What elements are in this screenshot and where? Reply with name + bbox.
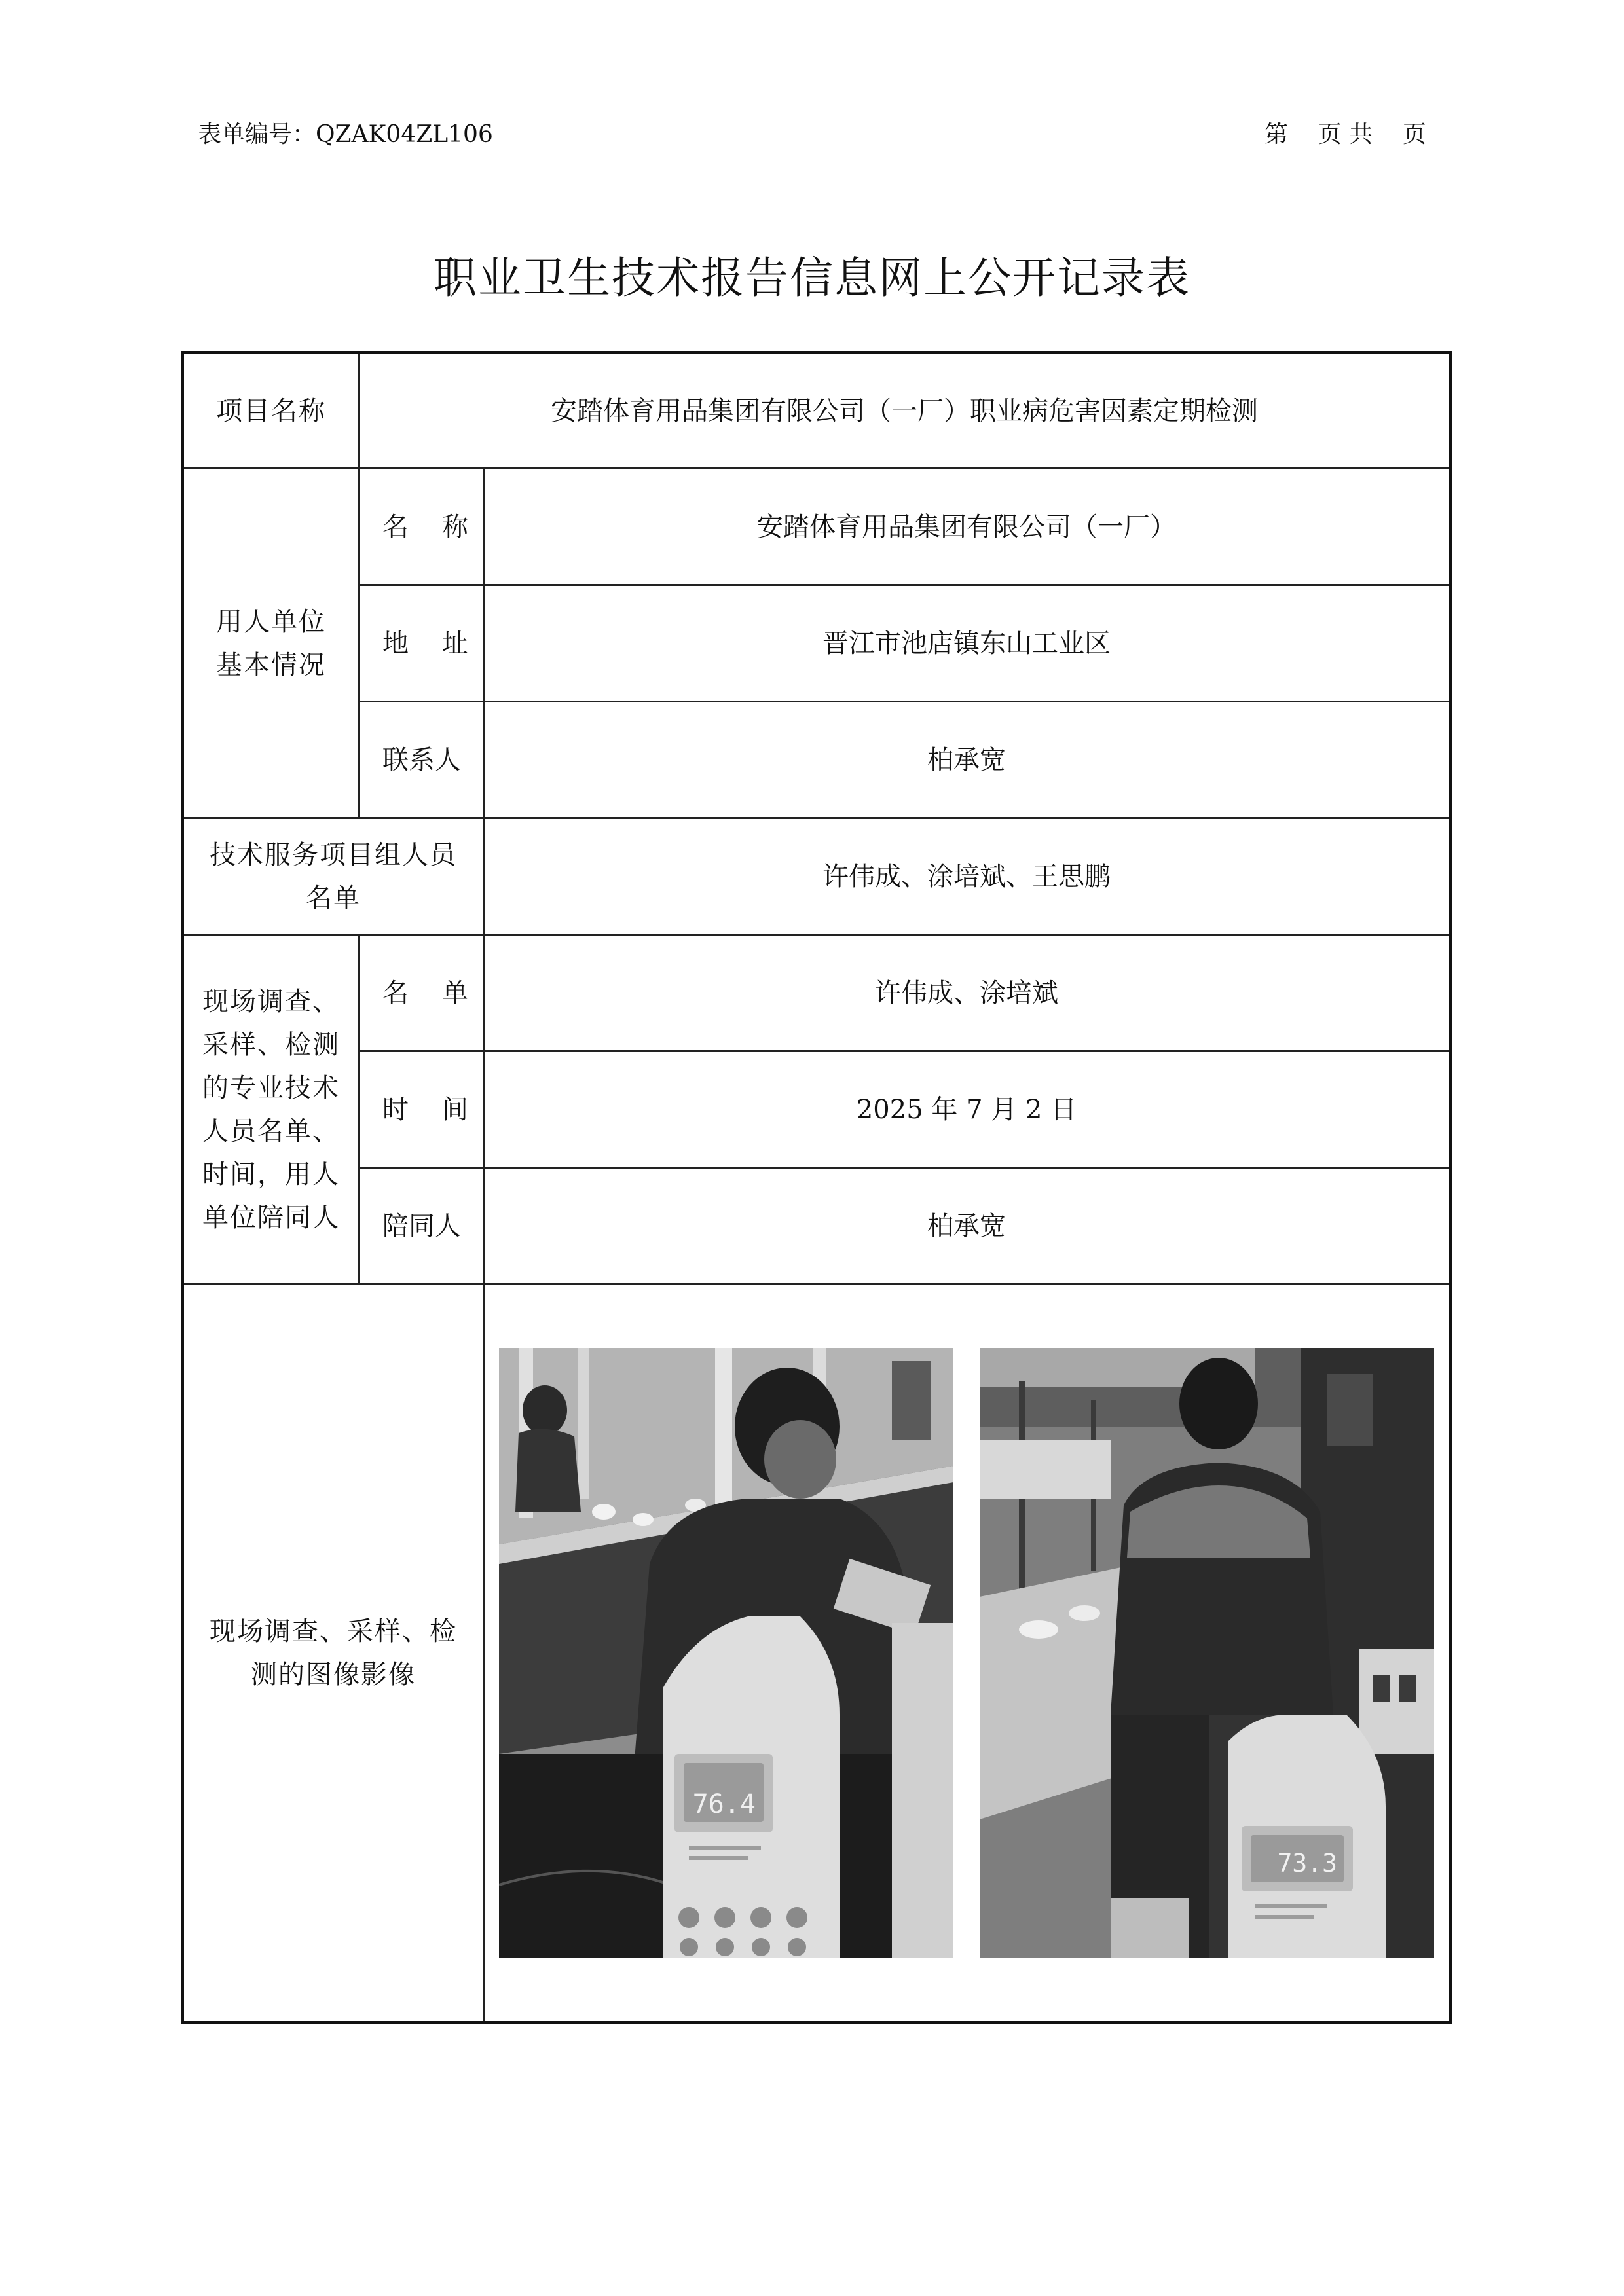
site-staff-label-line5: 时间，用人: [202, 1159, 340, 1190]
site-images-label: [183, 1285, 484, 2023]
employer-address-value: 晋江市池店镇东山工业区: [484, 585, 1450, 702]
meter-reading-2: 73.3: [1277, 1849, 1337, 1878]
employer-info-label: [183, 469, 360, 818]
site-photo-1: [499, 1348, 953, 1958]
meter-reading-1: 76.4: [692, 1789, 756, 1819]
site-staff-label-line1: 现场调查、: [202, 986, 340, 1017]
row-employer-name: [183, 469, 1450, 585]
team-members-value: 许伟成、涂培斌、王思鹏: [484, 818, 1450, 935]
row-team: [183, 818, 1450, 935]
site-escort-label: 陪同人: [360, 1168, 484, 1285]
row-employer-contact: [183, 702, 1450, 818]
team-members-label-line1: 技术服务项目组人员: [210, 839, 457, 870]
site-staff-label: [183, 935, 360, 1285]
site-staff-label-line3: 的专业技术: [202, 1072, 340, 1103]
site-photo-2: [980, 1348, 1434, 1958]
team-members-label: [183, 818, 484, 935]
site-list-value: 许伟成、涂培斌: [484, 935, 1450, 1051]
row-site-time: [183, 1051, 1450, 1168]
employer-name-label: 名 称: [360, 469, 484, 585]
employer-address-label: 地 址: [360, 585, 484, 702]
row-project: [183, 353, 1450, 469]
site-images-label-line2: 测的图像影像: [251, 1660, 416, 1690]
row-images: [183, 1285, 1450, 2023]
employer-info-label-line1: 用人单位: [216, 606, 326, 637]
project-name-label: 项目名称: [183, 353, 360, 469]
site-list-label: 名 单: [360, 935, 484, 1051]
document-title: 职业卫生技术报告信息网上公开记录表: [434, 253, 1190, 303]
site-time-value: 2025 年 7 月 2 日: [484, 1051, 1450, 1168]
form-number: 表单编号：QZAK04ZL106: [198, 121, 493, 148]
site-escort-value: 柏承宽: [484, 1168, 1450, 1285]
employer-contact-label: 联系人: [360, 702, 484, 818]
team-members-label-line2: 名单: [306, 883, 361, 913]
row-employer-address: [183, 585, 1450, 702]
site-staff-label-line4: 人员名单、: [202, 1116, 340, 1146]
employer-name-value: 安踏体育用品集团有限公司（一厂）: [484, 469, 1450, 585]
row-site-escort: [183, 1168, 1450, 1285]
photo-gallery: [485, 1348, 1449, 1958]
site-images-cell: [484, 1285, 1450, 2023]
site-time-label: 时 间: [360, 1051, 484, 1168]
page-header: [198, 117, 1426, 153]
site-staff-label-line6: 单位陪同人: [202, 1202, 340, 1233]
employer-info-label-line2: 基本情况: [216, 649, 326, 680]
site-staff-label-line2: 采样、检测: [202, 1029, 340, 1060]
project-name-value: 安踏体育用品集团有限公司（一厂）职业病危害因素定期检测: [360, 353, 1450, 469]
site-images-label-line1: 现场调查、采样、检: [210, 1616, 457, 1647]
row-site-list: [183, 935, 1450, 1051]
employer-contact-value: 柏承宽: [484, 702, 1450, 818]
record-table: [181, 351, 1452, 2024]
page-counter: 第 页 共 页: [1264, 121, 1426, 148]
